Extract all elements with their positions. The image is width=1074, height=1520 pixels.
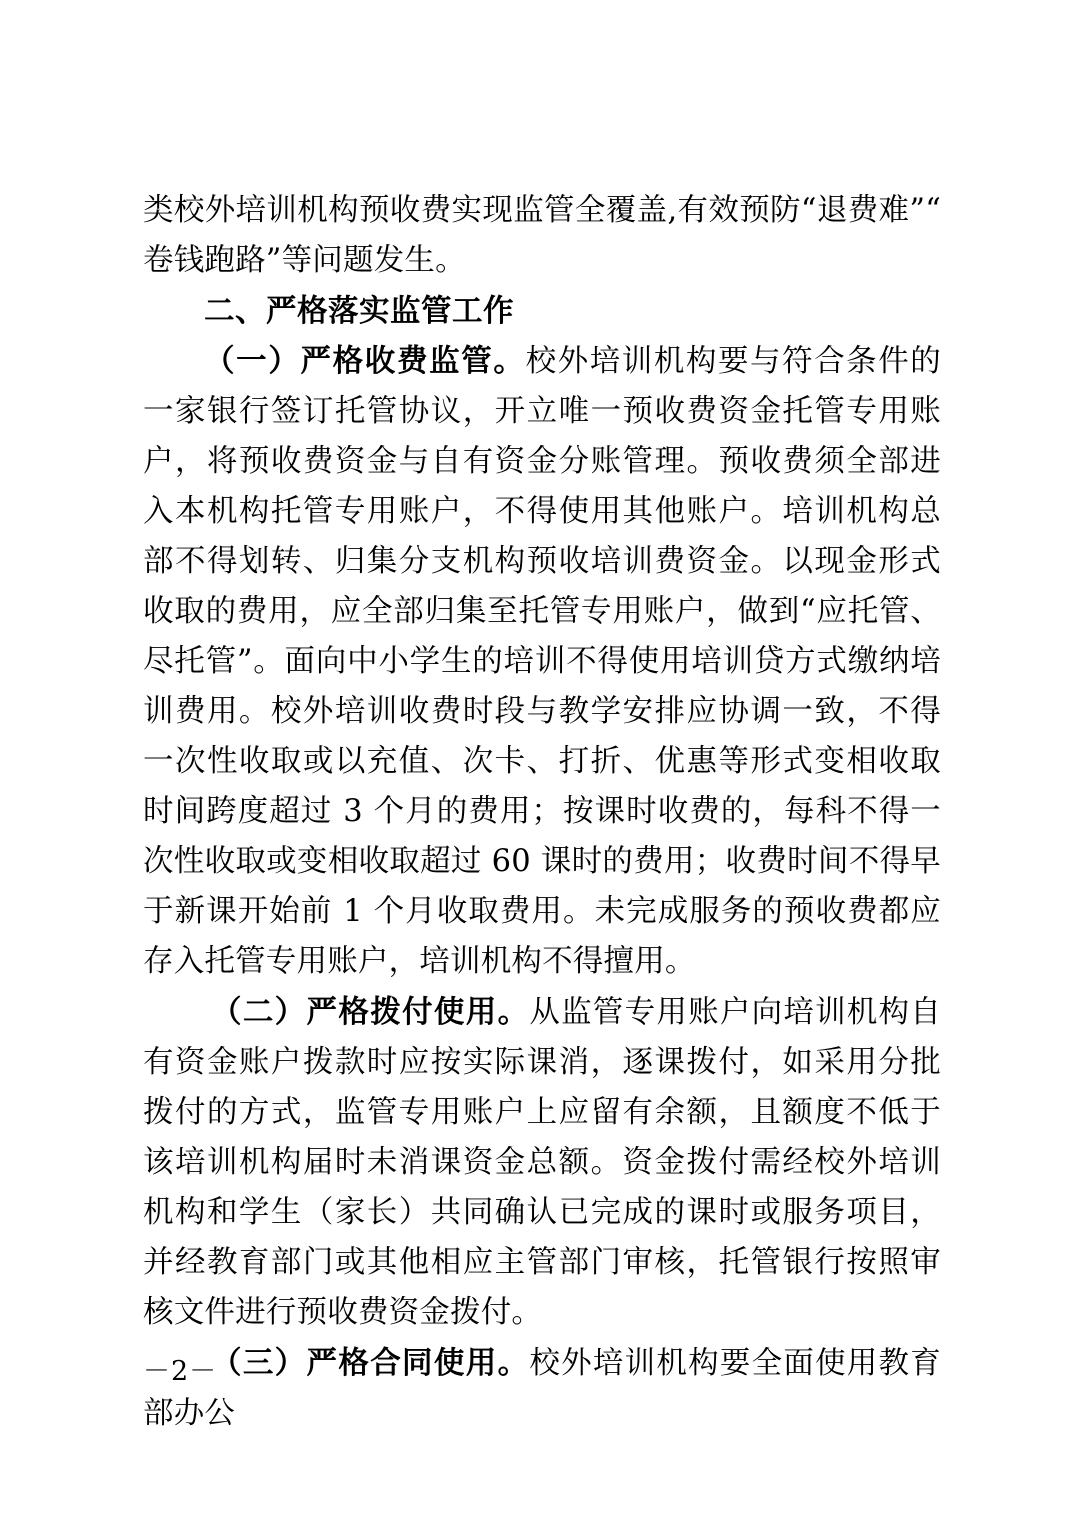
subsection-two	[143, 987, 941, 1338]
paragraph-continuation: 类校外培训机构预收费实现监管全覆盖,有效预防“退费难”“ 卷钱跑路”等问题发生。	[143, 193, 941, 278]
subsection-three-label: （三）严格合同使用。	[211, 1345, 530, 1381]
subsection-two-body: 从监管专用账户向培训机构自有资金账户拨款时应按实际课消，逐课拨付，如采用分批拨付的方式，监管专用账户上应留有余额，且额度不低于该培训机构届时未消课资金总额。资金拨付需经校外培训机构和学生（家长）共同确认已完成的课时或服务项目，并经教育部门或其他相应主管部门审核，托管银行按照审核文件进行预收费资金拨付。	[143, 995, 941, 1330]
section-heading-two: 二、严格落实监管工作	[204, 294, 514, 328]
subsection-one	[143, 336, 941, 987]
subsection-two-label: （二）严格拨付使用。	[211, 994, 530, 1030]
subsection-one-label: （一）严格收费监管。	[204, 343, 526, 379]
subsection-three-body: 校外培训机构要全面使用教育部办公	[143, 1346, 941, 1431]
page-content-column	[143, 186, 941, 1439]
subsection-three	[143, 1338, 941, 1439]
subsection-one-body: 校外培训机构要与符合条件的一家银行签订托管协议，开立唯一预收费资金托管专用账户，将预收费资金与自有资金分账管理。预收费须全部进入本机构托管专用账户，不得使用其他账户。培训机构总部不得划转、归集分支机构预收培训费资金。以现金形式收取的费用，应全部归集至托管专用账户，做到“应托管、尽托管”。面向中小学生的培训不得使用培训贷方式缴纳培训费用。校外培训收费时段与教学安排应协调一致，不得一次性收取或以充值、次卡、打折、优惠等形式变相收取时间跨度超过 3 个月的费用；按课时收费的，每科不得一次性收取或变相收取超过 60 课时的费用；收费时间不得早于新课开始前 1 个月收取费用。未完成服务的预收费都应存入托管专用账户，培训机构不得擅用。	[143, 344, 941, 979]
page-number: －2－	[143, 1356, 218, 1387]
